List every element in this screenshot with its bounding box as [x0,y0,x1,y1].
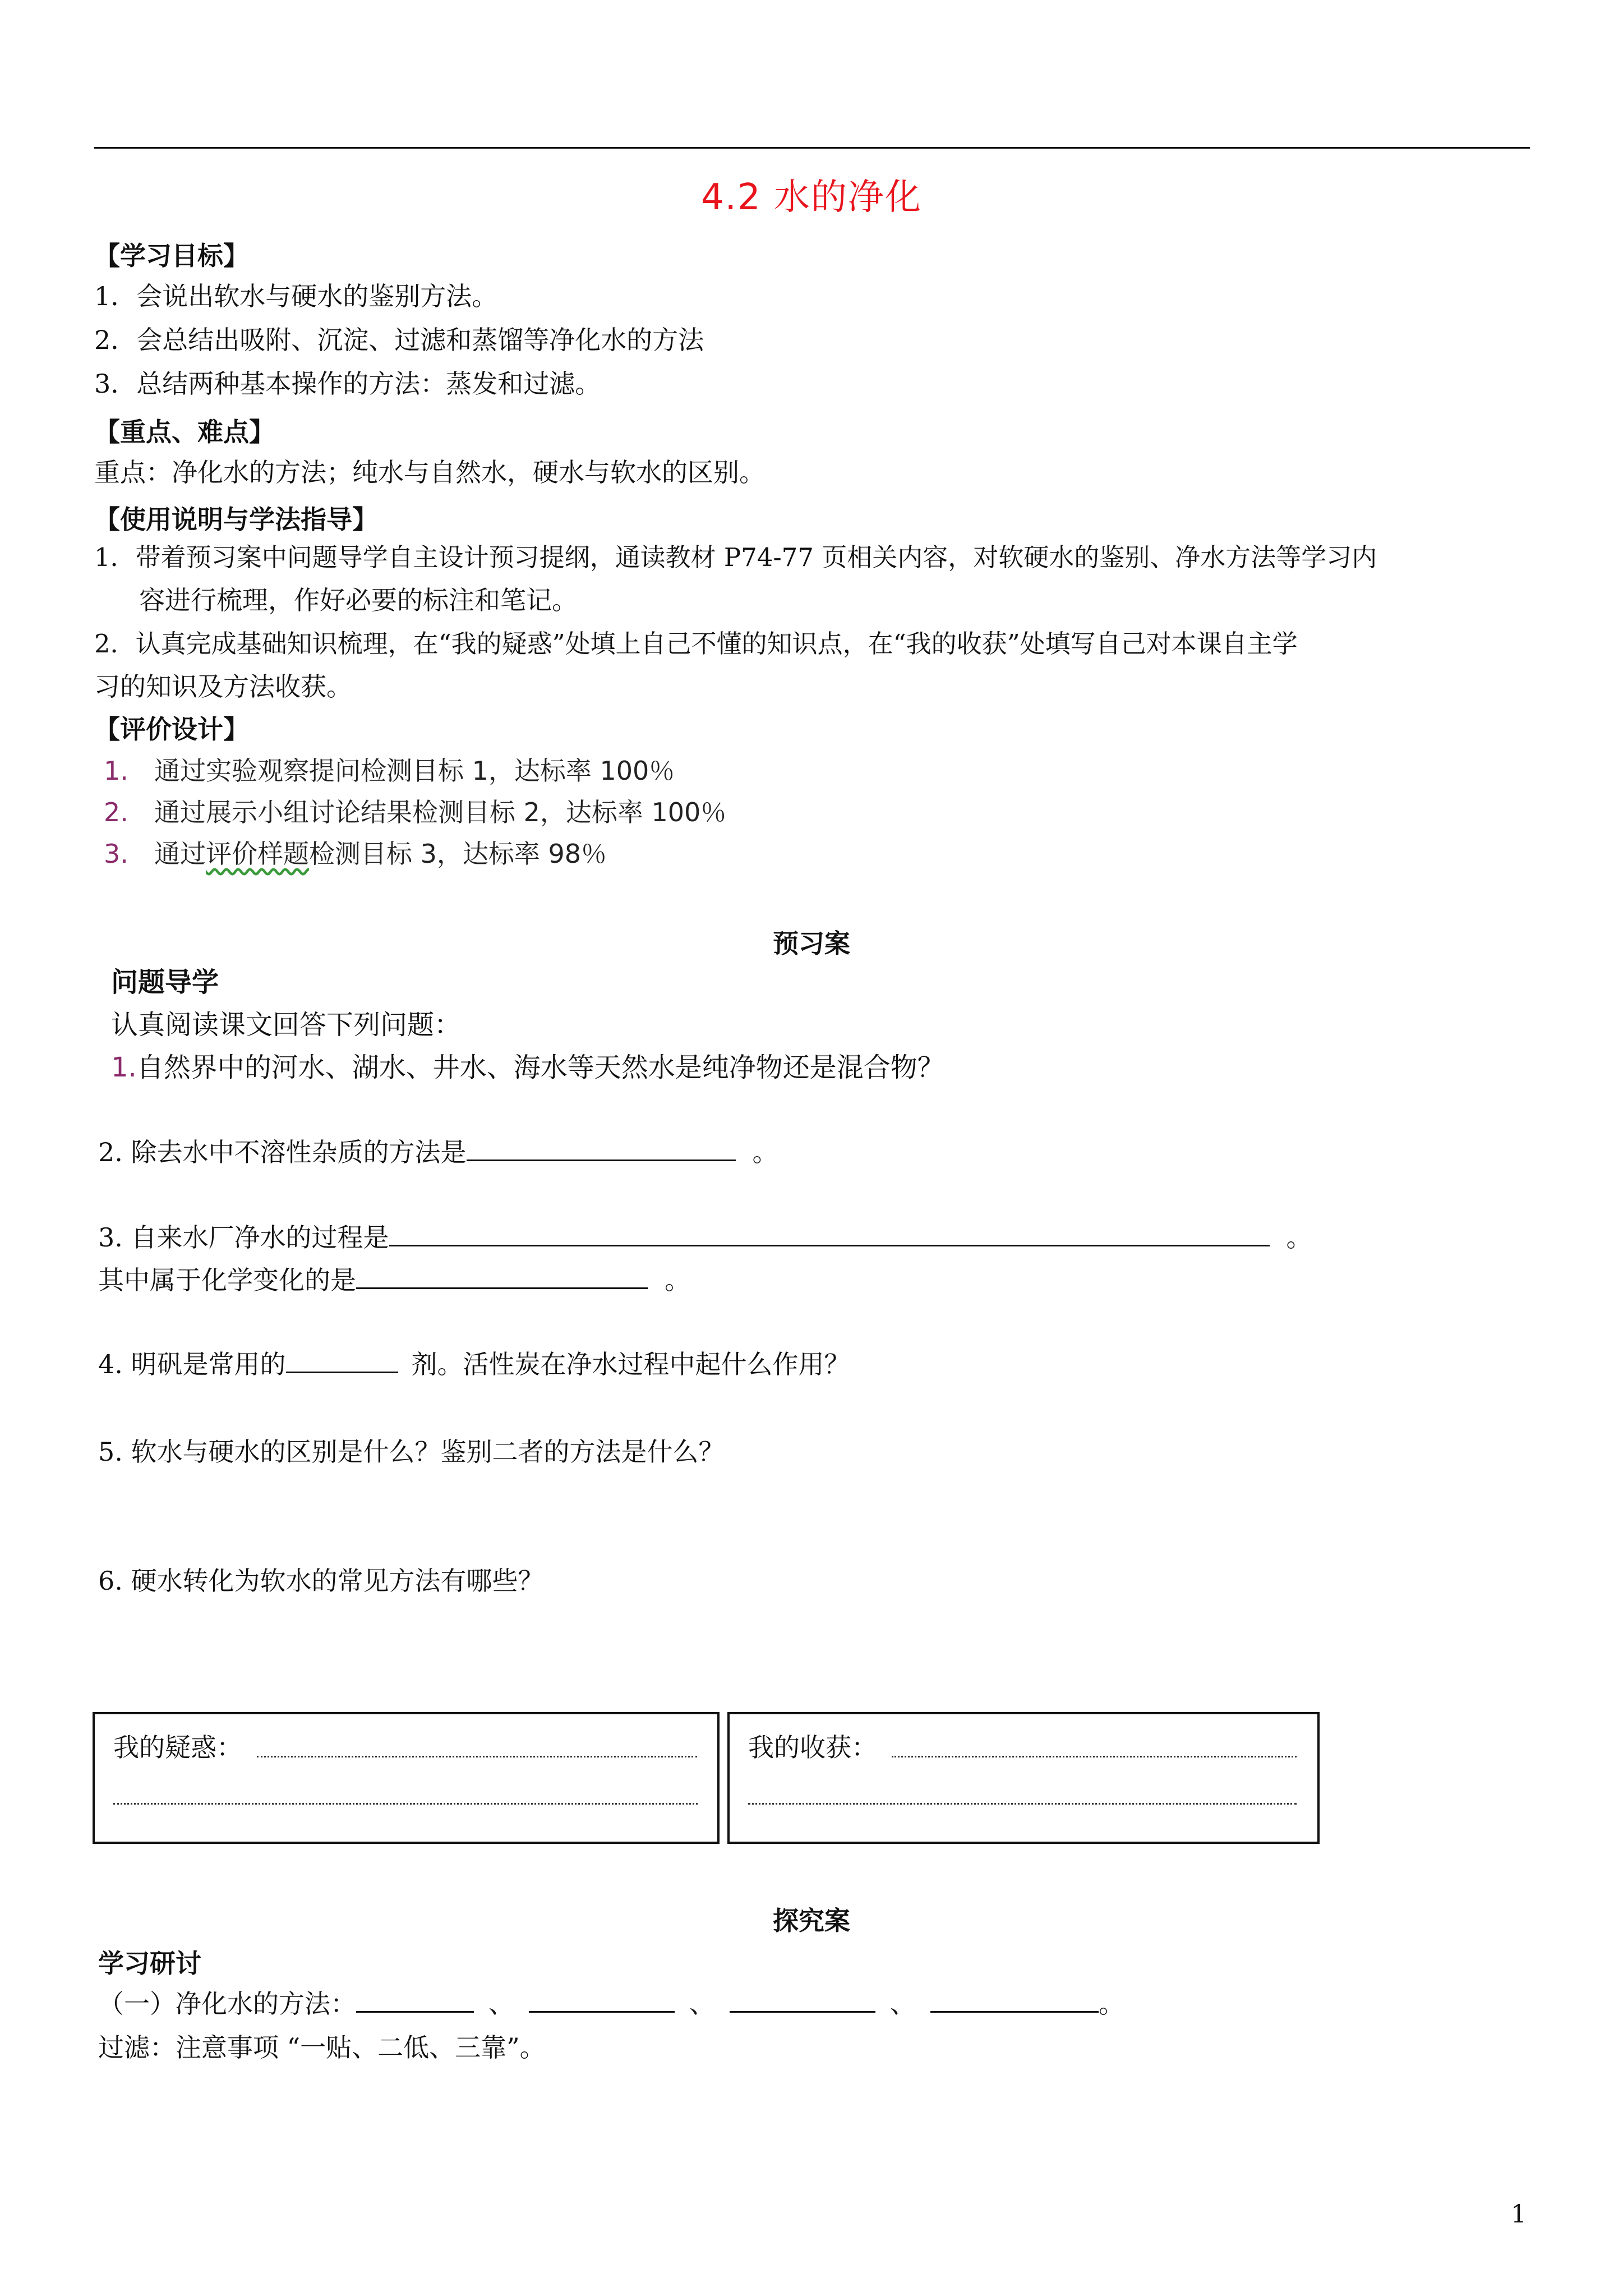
evaluation-item: 3. 通过评价样题检测目标 3，达标率 98％ [104,839,607,869]
instructions-heading: 【使用说明与学法指导】 [94,504,378,535]
my-doubts-line[interactable] [113,1803,698,1805]
preview-question-5: 5. 软水与硬水的区别是什么？鉴别二者的方法是什么？ [98,1437,725,1467]
answer-blank[interactable] [389,1222,1270,1246]
instruction-item-2-line-2: 习的知识及方法收获。 [94,671,352,702]
instruction-item-1-line-2: 容进行梳理，作好必要的标注和笔记。 [139,585,578,615]
instruction-item-1-line-1: 1．带着预习案中问题导学自主设计预习提纲，通读教材 P74-77 页相关内容，对软硬水的鉴别、净水方法等学习内 [94,542,1377,572]
objective-item: 2．会总结出吸附、沉淀、过滤和蒸馏等净化水的方法 [94,325,704,355]
preview-question-4: 4. 明矾是常用的 剂。活性炭在净水过程中起什么作用？ [98,1349,850,1379]
evaluation-item [104,792,726,829]
answer-blank[interactable] [467,1137,736,1161]
preview-intro: 认真阅读课文回答下列问题： [111,1009,462,1041]
evaluation-item-text: 通过实验观察提问检测目标 1，达标率 100％ [154,756,675,786]
explore-heading: 探究案 [773,1906,850,1936]
page-title: 4.2 水的净化 [700,177,923,218]
question-number: 1. [111,1052,137,1083]
objective-item: 3．总结两种基本操作的方法：蒸发和过滤。 [94,369,601,399]
evaluation-item-text: 通过展示小组讨论结果检测目标 2，达标率 100％ [154,797,727,827]
evaluation-item-number: 2. [104,797,128,827]
evaluation-item [104,751,675,788]
evaluation-item-number: 1. [104,756,128,786]
my-gains-line[interactable] [892,1756,1297,1757]
evaluation-heading: 【评价设计】 [94,714,249,744]
my-doubts-label: 我的疑惑： [113,1732,242,1763]
my-gains-label: 我的收获： [748,1732,877,1763]
preview-question-3b: 其中属于化学变化的是 。 [98,1265,690,1295]
objectives-heading: 【学习目标】 [94,241,249,271]
answer-blank[interactable] [356,1265,648,1289]
preview-subheading: 问题导学 [111,967,219,998]
header-rule [94,147,1530,149]
page-number: 1 [1511,2200,1527,2229]
answer-blank[interactable] [529,1989,675,2013]
instruction-item-2-line-1: 2．认真完成基础知识梳理，在“我的疑惑”处填上自己不懂的知识点，在“我的收获”处填写自己对本课自主学 [94,629,1298,659]
answer-blank[interactable] [730,1989,875,2013]
evaluation-item-number: 3. [104,839,128,869]
answer-blank[interactable] [356,1989,474,2013]
preview-question-1: 1.自然界中的河水、湖水、井水、海水等天然水是纯净物还是混合物？ [111,1052,944,1083]
objective-item: 1．会说出软水与硬水的鉴别方法。 [94,281,498,311]
answer-blank[interactable] [930,1989,1099,2013]
spellcheck-underlined-text: 评价样题 [206,839,309,869]
explore-line-2: 过滤：注意事项 “一贴、二低、三靠”。 [98,2032,546,2063]
explore-line-1: （一）净化水的方法： 、 、 、 。 [98,1989,1124,2019]
my-gains-line[interactable] [748,1803,1297,1805]
answer-blank[interactable] [286,1349,398,1373]
preview-question-6: 6. 硬水转化为软水的常见方法有哪些？ [98,1566,544,1596]
preview-question-3: 3. 自来水厂净水的过程是 。 [98,1222,1312,1253]
explore-subheading: 学习研讨 [98,1948,201,1978]
my-doubts-line[interactable] [257,1756,697,1757]
preview-question-2: 2. 除去水中不溶性杂质的方法是 。 [98,1137,778,1167]
keypoints-text: 重点：净化水的方法；纯水与自然水，硬水与软水的区别。 [94,457,765,487]
keypoints-heading: 【重点、难点】 [94,417,275,447]
preview-heading: 预习案 [773,928,850,959]
